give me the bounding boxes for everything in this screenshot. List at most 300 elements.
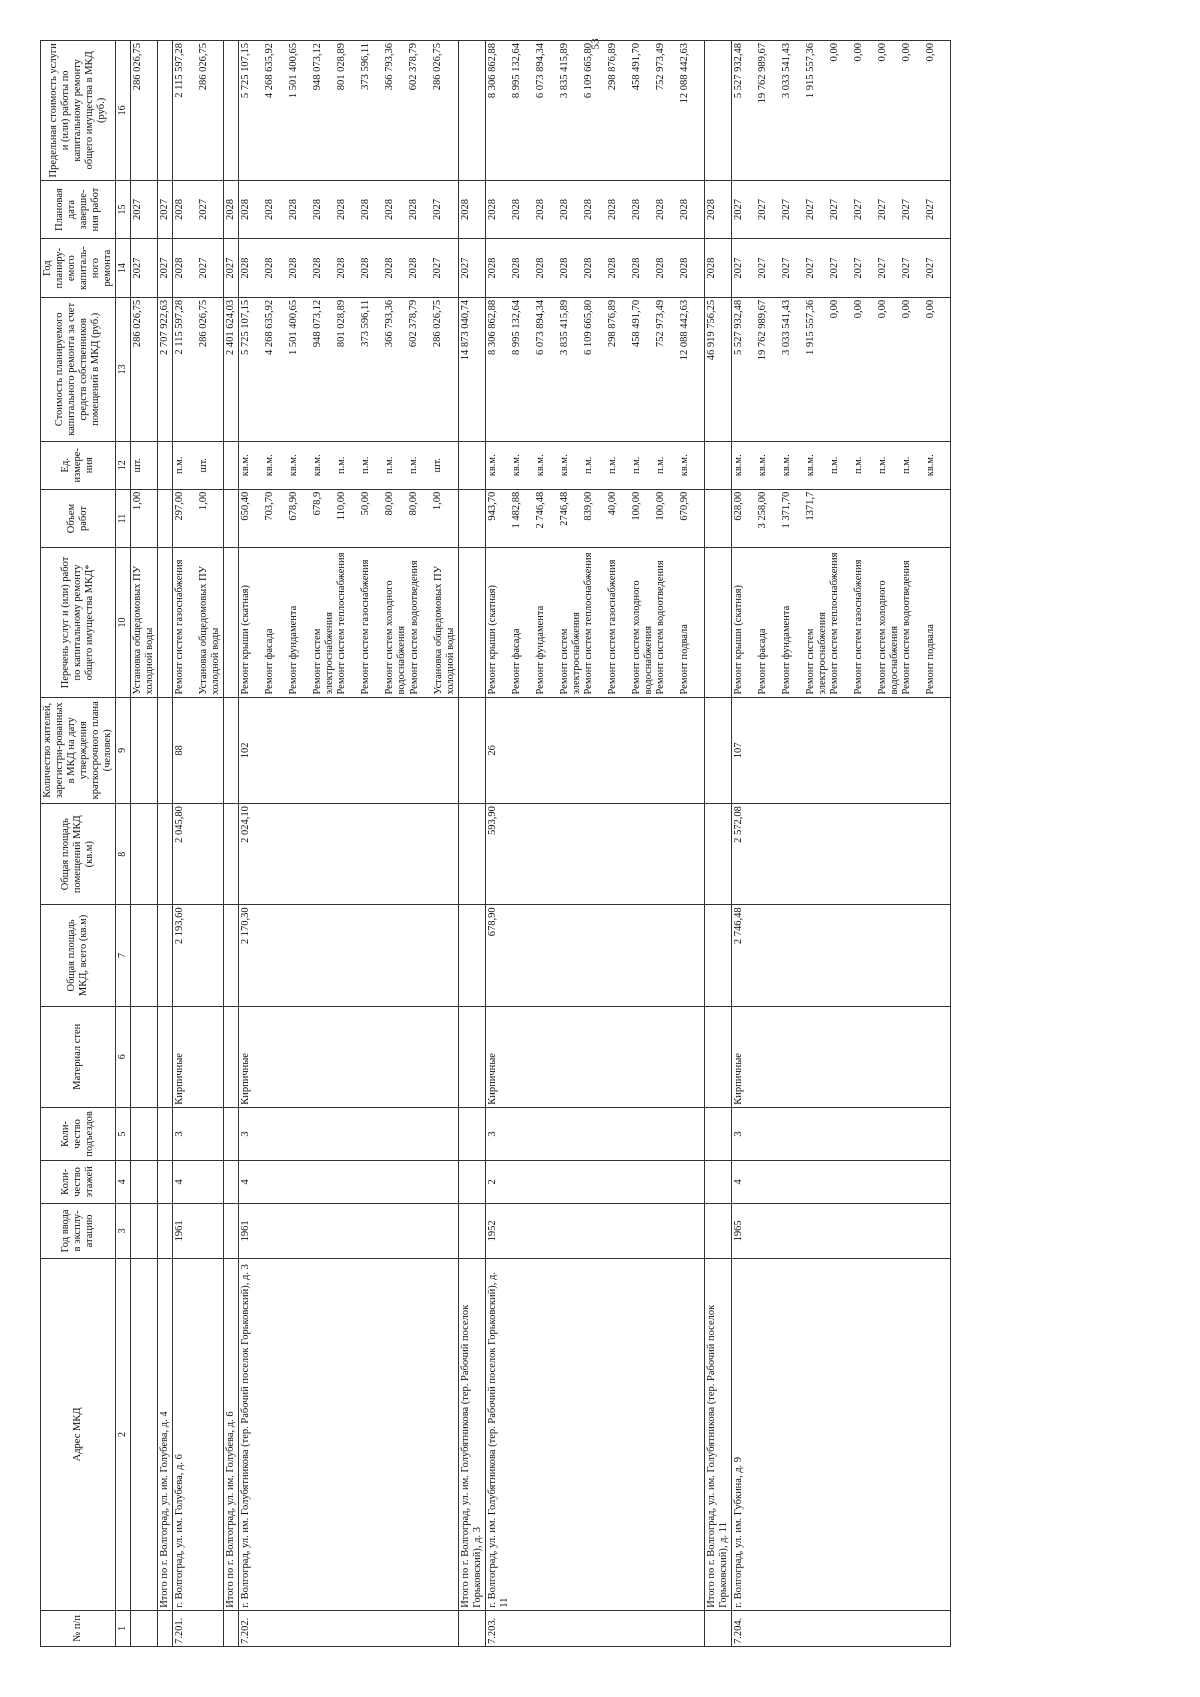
- work-name: Ремонт крыши (скатная): [240, 585, 252, 695]
- work-unit: кв.м.: [486, 454, 498, 477]
- column-number: 11: [116, 489, 131, 548]
- work-date: 2028: [510, 199, 522, 221]
- work-cost: 752 973,49: [654, 299, 666, 348]
- empty-cell: [224, 1203, 239, 1258]
- work-year-cell: [485, 239, 704, 298]
- work-cost: 12 088 442,63: [678, 299, 690, 361]
- work-limit: 5 527 932,48: [733, 43, 745, 99]
- work-limit: 19 762 989,67: [757, 43, 769, 104]
- total-cost: 2 401 624,03: [224, 297, 239, 441]
- total-date: 2028: [705, 180, 732, 239]
- work-date: 2028: [312, 199, 324, 221]
- empty-cell: [705, 441, 732, 489]
- work-date: 2028: [606, 199, 618, 221]
- work-year: 2027: [829, 257, 841, 279]
- empty-cell: [158, 41, 173, 181]
- work-date: 2028: [360, 199, 372, 221]
- work-unit: п.м.: [336, 456, 348, 475]
- column-header: Общая площадь помещений МКД (кв.м): [41, 804, 116, 905]
- work-limit: 373 596,11: [360, 43, 372, 90]
- empty-cell: [458, 41, 485, 181]
- empty-cell: [158, 1161, 173, 1204]
- column-header: Ед. измере-ния: [41, 441, 116, 489]
- work-volume: 80,00: [408, 491, 420, 516]
- work-year: 2028: [360, 257, 372, 279]
- work-limit: 1 915 557,36: [805, 43, 817, 99]
- work-cost: 1 501 400,65: [288, 299, 300, 356]
- empty-cell: [224, 41, 239, 181]
- column-number: 3: [116, 1203, 131, 1258]
- column-number: 9: [116, 697, 131, 804]
- work-cost-cell: [732, 297, 951, 441]
- work-date: 2027: [757, 199, 769, 221]
- total-label: Итого по г. Волгоград, ул. им. Голубева, д. 6: [224, 1259, 239, 1611]
- empty-cell: [458, 697, 485, 804]
- empty-cell: [158, 1203, 173, 1258]
- work-volume: [901, 492, 925, 546]
- work-limit: 4 268 635,92: [264, 43, 276, 99]
- work-date: 2027: [198, 199, 210, 221]
- column-header: Объем работ: [41, 489, 116, 548]
- work-cost: 366 793,36: [384, 299, 396, 348]
- work-cost: 286 026,75: [198, 299, 210, 348]
- work-limit: 5 725 107,15: [240, 43, 252, 99]
- total-cost: 46 919 756,25: [705, 297, 732, 441]
- work-cost: 3 835 415,89: [558, 299, 570, 356]
- work-unit: п.м.: [174, 456, 186, 475]
- work-cost: 2 115 597,28: [174, 299, 186, 355]
- work-volume: 839,00: [582, 491, 594, 521]
- work-volume-cell: [485, 489, 704, 548]
- column-header: № п/п: [41, 1610, 116, 1646]
- work-name: Ремонт систем холодного водоснабжения: [877, 580, 901, 695]
- total-date: 2028: [458, 180, 485, 239]
- work-name: Ремонт крыши (скатная): [486, 585, 498, 695]
- column-number: 7: [116, 905, 131, 1006]
- object-row: [173, 41, 224, 1647]
- work-date: 2028: [534, 199, 546, 221]
- work-limit-cell: [732, 41, 951, 181]
- work-name: Ремонт фундамента: [288, 605, 300, 695]
- total-date: 2027: [158, 180, 173, 239]
- work-volume: 678,90: [288, 491, 300, 521]
- total-year: 2027: [458, 239, 485, 298]
- work-date: 2027: [877, 199, 889, 221]
- area-total: 678,90: [485, 905, 704, 1006]
- work-date: 2028: [408, 199, 420, 221]
- empty-cell: [458, 441, 485, 489]
- empty-cell: [224, 697, 239, 804]
- total-cost: 14 873 040,74: [458, 297, 485, 441]
- work-volume: 110,00: [336, 491, 348, 521]
- area-rooms: 593,90: [485, 804, 704, 905]
- work-date: 2027: [805, 199, 817, 221]
- column-number: 16: [116, 41, 131, 181]
- work-name: Ремонт фундамента: [534, 605, 546, 695]
- column-number-row: [116, 41, 131, 1647]
- work-limit: 0,00: [853, 43, 865, 62]
- column-header: Количество жителей, зарегистри-рованных в МКД на дату утверждения краткосрочного плана (человек): [41, 697, 116, 804]
- work-volume: 2 746,48: [534, 491, 546, 529]
- work-unit: кв.м.: [240, 454, 252, 477]
- work-cost: 948 073,12: [312, 299, 324, 348]
- work-volume: 1371,7: [805, 491, 817, 521]
- lead-work: Установка общедомовых ПУ холодной воды: [130, 548, 157, 697]
- work-unit: шт.: [198, 458, 210, 473]
- work-volume: 3 258,00: [757, 491, 769, 529]
- work-limit: 801 028,89: [336, 43, 348, 91]
- empty-cell: [705, 41, 732, 181]
- work-date: 2027: [901, 199, 913, 221]
- work-date: 2028: [630, 199, 642, 221]
- column-number: 10: [116, 548, 131, 697]
- work-unit: кв.м.: [558, 454, 570, 477]
- total-label: Итого по г. Волгоград, ул. им. Голубева, д. 4: [158, 1259, 173, 1611]
- work-cost: 5 725 107,15: [240, 299, 252, 356]
- work-cost: 4 268 635,92: [264, 299, 276, 356]
- work-year: 2028: [558, 257, 570, 279]
- floors: 2: [485, 1161, 704, 1204]
- work-limit-cell: [173, 41, 224, 181]
- total-year: 2027: [158, 239, 173, 298]
- work-volume: 40,00: [606, 491, 618, 516]
- work-cost: 8 995 132,64: [510, 299, 522, 356]
- work-limit: 0,00: [877, 43, 889, 62]
- work-cost: 602 378,79: [408, 299, 420, 348]
- empty-cell: [458, 489, 485, 548]
- work-volume: 297,00: [174, 491, 186, 521]
- work-name: Ремонт систем газоснабжения: [853, 559, 865, 695]
- work-volume: 80,00: [384, 491, 396, 516]
- total-row: [458, 41, 485, 1647]
- work-name-cell: [732, 548, 951, 697]
- empty-cell: [705, 697, 732, 804]
- work-cost-cell: [239, 297, 458, 441]
- total-label: Итого по г. Волгоград, ул. им. Голубятникова (тер. Рабочий поселок Горьковский), д. 3: [458, 1259, 485, 1611]
- area-total: 2 746,48: [732, 905, 951, 1006]
- work-cost: 373 596,11: [360, 299, 372, 347]
- work-volume: 678,9: [312, 491, 324, 516]
- work-limit: 3 835 415,89: [558, 43, 570, 99]
- empty-cell: [224, 489, 239, 548]
- work-date: 2028: [486, 199, 498, 221]
- work-year: 2027: [757, 257, 769, 279]
- work-date: 2027: [733, 199, 745, 221]
- work-limit: 1 501 400,65: [288, 43, 300, 99]
- work-limit: 948 073,12: [312, 43, 324, 91]
- work-unit: кв.м.: [312, 454, 324, 477]
- work-volume: 943,70: [486, 491, 498, 521]
- area-rooms: 2 024,10: [239, 804, 458, 905]
- object-address: г. Волгоград, ул. им. Голубева, д. 6: [173, 1259, 224, 1611]
- year-built: 1961: [239, 1203, 458, 1258]
- work-date: 2027: [829, 199, 841, 221]
- work-cost: 0,00: [901, 299, 913, 319]
- work-year: 2028: [582, 257, 594, 279]
- empty-cell: [224, 905, 239, 1006]
- empty-cell: [705, 1006, 732, 1107]
- work-name: Ремонт систем водоотведения: [408, 560, 420, 695]
- floors: 4: [173, 1161, 224, 1204]
- empty-cell: [458, 804, 485, 905]
- empty-cell: [224, 1006, 239, 1107]
- floors: 4: [239, 1161, 458, 1204]
- column-header: Год планиру-емого капиталь-ного ремонта: [41, 239, 116, 298]
- empty-cell: [458, 1161, 485, 1204]
- work-unit: кв.м.: [925, 454, 937, 477]
- work-unit: шт.: [432, 458, 444, 473]
- total-empty: [458, 1610, 485, 1646]
- work-name: Ремонт подвала: [925, 624, 937, 695]
- work-cost: 298 876,89: [606, 299, 618, 348]
- work-limit: 366 793,36: [384, 43, 396, 91]
- work-year-cell: [173, 239, 224, 298]
- total-row: [224, 41, 239, 1647]
- year-built: 1961: [173, 1203, 224, 1258]
- work-cost: 0,00: [853, 299, 865, 319]
- empty-cell: [458, 1107, 485, 1160]
- object-number: 7.204.: [732, 1610, 951, 1646]
- work-limit: 286 026,75: [432, 43, 444, 91]
- work-date-cell: [173, 180, 224, 239]
- column-number: 1: [116, 1610, 131, 1646]
- work-year: 2028: [174, 257, 186, 279]
- work-limit: 752 973,49: [654, 43, 666, 91]
- empty-cell: [158, 489, 173, 548]
- work-name: Ремонт фасада: [510, 628, 522, 695]
- work-date: 2027: [853, 199, 865, 221]
- work-name: Ремонт систем электроснабжения: [805, 612, 829, 695]
- object-address: г. Волгоград, ул. им. Губкина, д. 9: [732, 1259, 951, 1611]
- area-total: 2 193,60: [173, 905, 224, 1006]
- empty-cell: [458, 1203, 485, 1258]
- work-name: Ремонт систем электроснабжения: [312, 612, 336, 695]
- work-cost: 6 109 665,80: [582, 299, 594, 356]
- work-unit: п.м.: [877, 456, 889, 475]
- work-unit: п.м.: [408, 456, 420, 475]
- area-rooms: 2 045,80: [173, 804, 224, 905]
- residents: 26: [485, 697, 704, 804]
- year-built: 1965: [732, 1203, 951, 1258]
- column-number: 12: [116, 441, 131, 489]
- work-name: Ремонт систем газоснабжения: [174, 559, 186, 695]
- total-label: Итого по г. Волгоград, ул. им. Голубятникова (тер. Рабочий поселок Горьковский), д. 11: [705, 1259, 732, 1611]
- page-number: 53: [589, 38, 602, 50]
- capital-repair-table: [40, 40, 951, 1647]
- work-name: Установка общедомовых ПУ холодной воды: [198, 565, 222, 695]
- work-limit: 8 995 132,64: [510, 43, 522, 99]
- work-volume: [925, 492, 949, 546]
- work-year: 2028: [606, 257, 618, 279]
- work-name: Ремонт подвала: [679, 624, 690, 695]
- work-date: 2028: [384, 199, 396, 221]
- empty-cell: [458, 905, 485, 1006]
- work-name: Ремонт фундамента: [781, 605, 793, 695]
- work-unit: кв.м.: [781, 454, 793, 477]
- total-year: 2028: [705, 239, 732, 298]
- work-unit: кв.м.: [534, 454, 546, 477]
- lead-volume: 1,00: [130, 489, 157, 548]
- work-cost: 801 028,89: [336, 299, 348, 348]
- wall-material: Кирпичные: [239, 1006, 458, 1107]
- residents: 102: [239, 697, 458, 804]
- work-date: 2028: [240, 199, 252, 221]
- work-unit: кв.м.: [805, 454, 817, 477]
- year-built: 1952: [485, 1203, 704, 1258]
- work-name: Ремонт систем водоотведения: [655, 560, 666, 695]
- work-name: Ремонт систем холодного водоснабжения: [384, 580, 408, 695]
- work-cost: 286 026,75: [432, 299, 444, 348]
- work-unit: п.м.: [606, 456, 618, 475]
- column-number: 14: [116, 239, 131, 298]
- column-header: Адрес МКД: [41, 1259, 116, 1611]
- work-year: 2027: [901, 257, 913, 279]
- work-name: Ремонт систем электроснабжения: [558, 612, 582, 695]
- work-name: Ремонт фасада: [757, 628, 769, 695]
- work-date: 2028: [264, 199, 276, 221]
- work-year: 2028: [240, 257, 252, 279]
- lead-year: 2027: [130, 239, 157, 298]
- work-volume: [853, 492, 877, 546]
- area-total: 2 170,30: [239, 905, 458, 1006]
- work-name-cell: [173, 548, 224, 697]
- work-volume: 2746,48: [558, 491, 570, 526]
- lead-date: 2027: [130, 180, 157, 239]
- work-unit-cell: [239, 441, 458, 489]
- empty-cell: [705, 905, 732, 1006]
- column-number: 4: [116, 1161, 131, 1204]
- entrances: 3: [173, 1107, 224, 1160]
- work-cost: 8 306 862,88: [486, 299, 498, 356]
- work-limit: 286 026,75: [198, 43, 210, 91]
- work-date: 2028: [654, 199, 666, 221]
- work-limit: 298 876,89: [606, 43, 618, 91]
- empty-cell: [705, 1107, 732, 1160]
- work-limit: 8 306 862,88: [486, 43, 498, 99]
- work-date: 2027: [432, 199, 444, 221]
- work-limit: 602 378,79: [408, 43, 420, 91]
- work-limit: 3 033 541,43: [781, 43, 793, 99]
- work-unit: п.м.: [654, 456, 666, 475]
- work-unit-cell: [173, 441, 224, 489]
- work-unit: п.м.: [384, 456, 396, 475]
- work-volume: 628,00: [733, 491, 745, 521]
- work-year-cell: [732, 239, 951, 298]
- work-year: 2028: [264, 257, 276, 279]
- empty-cell: [224, 548, 239, 697]
- empty-cell: [158, 1107, 173, 1160]
- object-address: г. Волгоград, ул. им. Голубятникова (тер. Рабочий поселок Горьковский), д. 11: [485, 1259, 704, 1611]
- table-body: [130, 38, 951, 1647]
- work-volume: 1 371,70: [781, 491, 793, 529]
- work-limit: 0,00: [829, 43, 841, 62]
- column-number: 15: [116, 180, 131, 239]
- work-date-cell: [239, 180, 458, 239]
- work-cost: 0,00: [925, 299, 937, 319]
- work-year: 2028: [384, 257, 396, 279]
- work-year: 2028: [510, 257, 522, 279]
- wall-material: Кирпичные: [732, 1006, 951, 1107]
- total-year: 2027: [224, 239, 239, 298]
- empty-cell: [705, 548, 732, 697]
- work-volume: [829, 492, 853, 546]
- lead-unit: шт.: [130, 441, 157, 489]
- work-limit: 2 115 597,28: [174, 43, 186, 98]
- empty-cell: [158, 804, 173, 905]
- work-unit: кв.м.: [288, 454, 300, 477]
- column-number: 8: [116, 804, 131, 905]
- work-unit: кв.м.: [733, 454, 745, 477]
- empty-cell: [705, 804, 732, 905]
- work-name: Ремонт систем теплоснабжения: [829, 552, 841, 695]
- work-date: 2028: [174, 199, 186, 221]
- column-number: 6: [116, 1006, 131, 1107]
- object-number: 7.201.: [173, 1610, 224, 1646]
- entrances: 3: [485, 1107, 704, 1160]
- work-cost: 3 033 541,43: [781, 299, 793, 356]
- work-name: Ремонт систем газоснабжения: [360, 559, 372, 695]
- work-cost: 5 527 932,48: [733, 299, 745, 356]
- column-header: Год ввода в эксплу-атацию: [41, 1203, 116, 1258]
- work-year: 2028: [336, 257, 348, 279]
- object-row: [485, 41, 704, 1647]
- work-volume: 1 482,88: [510, 491, 522, 529]
- header-row: [41, 41, 116, 1647]
- empty-cell: [158, 697, 173, 804]
- work-limit-cell: [239, 41, 458, 181]
- work-unit: кв.м.: [678, 454, 690, 477]
- work-year: 2027: [432, 257, 444, 279]
- work-year: 2028: [678, 257, 690, 279]
- work-unit: кв.м.: [510, 454, 522, 477]
- work-volume: 703,70: [264, 491, 276, 521]
- wall-material: Кирпичные: [173, 1006, 224, 1107]
- column-header: Предельная стоимость услуги и (или) работы по капитальному ремонту общего имущества в МКД (руб.): [41, 41, 116, 181]
- work-unit-cell: [485, 441, 704, 489]
- work-year: 2028: [312, 257, 324, 279]
- work-cost: 19 762 989,67: [757, 299, 769, 361]
- work-limit-cell: [485, 38, 704, 181]
- work-volume-cell: [173, 489, 224, 548]
- work-name-cell: [485, 548, 704, 697]
- work-name: Установка общедомовых ПУ холодной воды: [432, 565, 456, 695]
- total-empty: [705, 1610, 732, 1646]
- work-unit: п.м.: [360, 456, 372, 475]
- work-year: 2028: [630, 257, 642, 279]
- work-cost: 0,00: [877, 299, 889, 319]
- work-year: 2028: [654, 257, 666, 279]
- work-date: 2028: [558, 199, 570, 221]
- total-row: [158, 41, 173, 1647]
- work-unit: п.м.: [630, 456, 642, 475]
- work-volume-cell: [732, 489, 951, 548]
- column-header: Материал стен: [41, 1006, 116, 1107]
- work-name: Ремонт фасада: [264, 628, 276, 695]
- object-address: г. Волгоград, ул. им. Голубятникова (тер. Рабочий поселок Горьковский), д. 3: [239, 1259, 458, 1611]
- work-date: 2028: [336, 199, 348, 221]
- total-empty: [158, 1610, 173, 1646]
- empty-cell: [458, 548, 485, 697]
- entrances: 3: [239, 1107, 458, 1160]
- work-year: 2028: [288, 257, 300, 279]
- work-year: 2027: [781, 257, 793, 279]
- lead-row: [130, 41, 157, 1647]
- empty-cell: [458, 1006, 485, 1107]
- work-cost: 0,00: [829, 299, 841, 319]
- work-volume-cell: [239, 489, 458, 548]
- work-unit: п.м.: [853, 456, 865, 475]
- lead-cost: 286 026,75: [130, 297, 157, 441]
